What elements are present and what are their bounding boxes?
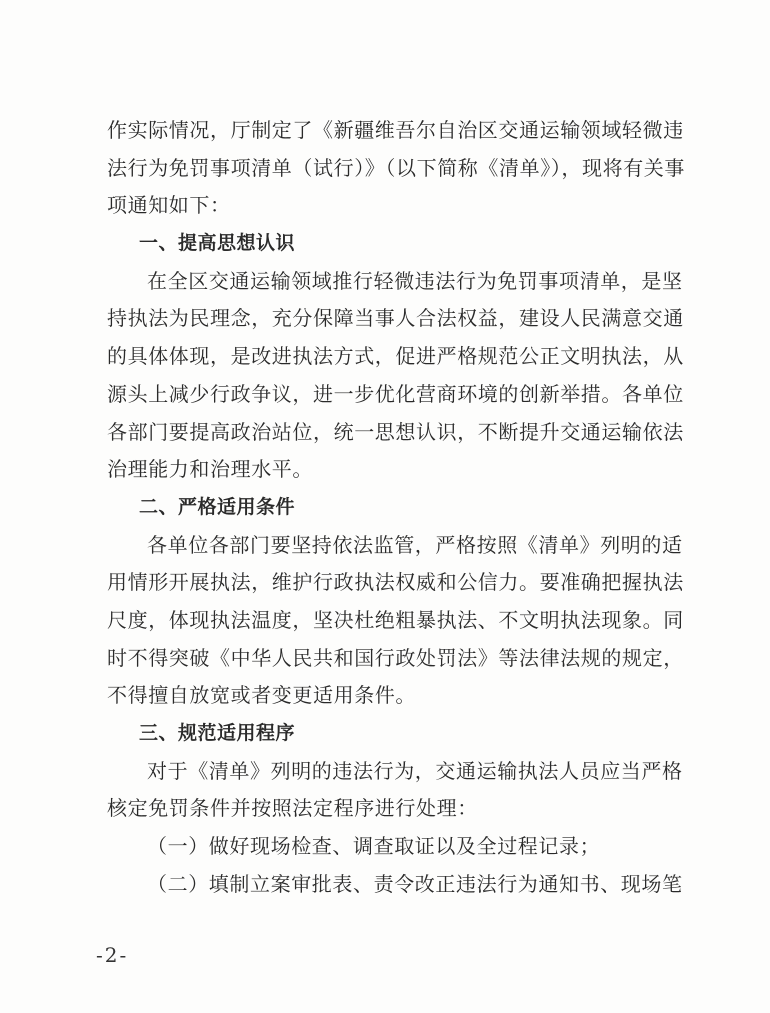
section-heading-2: 二、严格适用条件 (139, 495, 296, 518)
list-item: （二）填制立案审批表、责令改正违法行为通知书、现场笔 (147, 871, 683, 896)
paragraph-line: 用情形开展执法，维护行政执法权威和公信力。要准确把握执法 (107, 570, 684, 595)
paragraph-line: 核定免罚条件并按照法定程序进行处理： (107, 796, 478, 821)
paragraph-line: 法行为免罚事项清单（试行）》（以下简称《清单》），现将有关事 (107, 155, 685, 180)
paragraph-line: 的具体体现，是改进执法方式，促进严格规范公正文明执法，从 (107, 344, 684, 369)
page-number: -2- (96, 943, 129, 967)
paragraph-line: 在全区交通运输领域推行轻微违法行为免罚事项清单，是坚 (147, 268, 683, 293)
paragraph-line: 持执法为民理念，充分保障当事人合法权益，建设人民满意交通 (107, 306, 684, 331)
section-heading-3: 三、规范适用程序 (139, 722, 296, 744)
document-body (107, 112, 685, 903)
paragraph-line: 各单位各部门要坚持依法监管，严格按照《清单》列明的适 (147, 532, 683, 557)
list-item: （一）做好现场检查、调查取证以及全过程记录； (147, 834, 601, 859)
paragraph-line: 对于《清单》列明的违法行为，交通运输执法人员应当严格 (147, 758, 683, 783)
section-heading-1: 一、提高思想认识 (139, 232, 296, 255)
paragraph-line: 各部门要提高政治站位，统一思想认识，不断提升交通运输依法 (107, 419, 684, 444)
paragraph-line: 尺度，体现执法温度，坚决杜绝粗暴执法、不文明执法现象。同 (107, 607, 684, 632)
paragraph-line: 时不得突破《中华人民共和国行政处罚法》等法律法规的规定， (107, 645, 684, 670)
paragraph-line: 作实际情况，厅制定了《新疆维吾尔自治区交通运输领域轻微违 (107, 118, 684, 142)
paragraph-line: 项通知如下： (107, 193, 231, 218)
paragraph-line: 治理能力和治理水平。 (107, 457, 313, 482)
paragraph-line: 不得擅自放宽或者变更适用条件。 (107, 683, 416, 708)
paragraph-line: 源头上减少行政争议，进一步优化营商环境的创新举措。各单位 (107, 381, 684, 406)
